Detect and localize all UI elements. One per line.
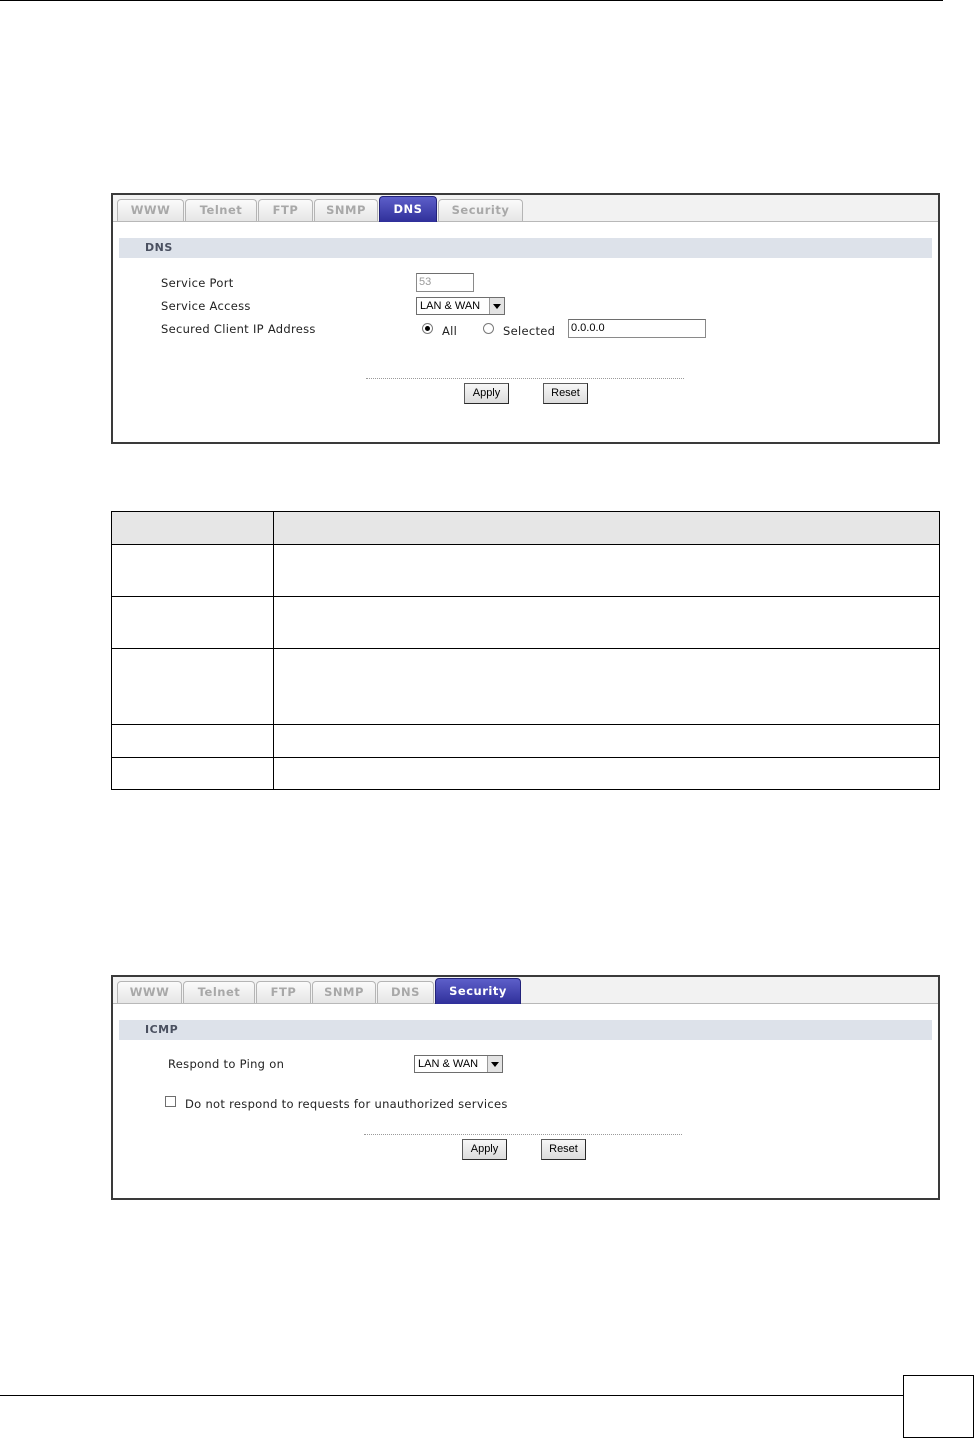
unauthorized-services-label: Do not respond to requests for unauthorized services [185,1097,508,1111]
table-cell-label [112,725,274,758]
radio-all[interactable] [422,323,433,334]
apply-button[interactable]: Apply [464,383,509,404]
table-cell-description [274,649,940,725]
table-cell-label [112,545,274,597]
table-row [112,758,940,790]
table-cell-label [112,597,274,649]
tab-bar [113,977,938,1004]
service-port-input[interactable]: 53 [416,273,474,292]
respond-to-ping-select[interactable] [414,1055,503,1073]
table-cell-description [274,725,940,758]
table-cell-label [112,758,274,790]
tab-security[interactable]: Security [435,978,521,1004]
respond-to-ping-label: Respond to Ping on [168,1057,285,1071]
apply-button[interactable]: Apply [462,1139,507,1160]
tab-security[interactable]: Security [438,199,523,221]
service-port-label: Service Port [161,276,234,290]
security-screenshot-panel [111,975,940,1200]
table-header-row [112,512,940,545]
tab-telnet[interactable]: Telnet [183,981,255,1003]
tab-snmp[interactable]: SNMP [314,199,378,221]
tab-dns[interactable]: DNS [377,981,434,1003]
section-title-dns: DNS [119,238,932,258]
unauthorized-services-checkbox[interactable] [165,1096,176,1107]
header-rule [0,0,943,1]
table-cell-description [274,597,940,649]
tab-www[interactable]: WWW [117,981,182,1003]
page-number-box [903,1375,974,1438]
button-separator [366,378,684,379]
reset-button[interactable]: Reset [541,1139,586,1160]
table-cell-description [274,758,940,790]
radio-all-label: All [442,324,458,338]
table-row [112,725,940,758]
tab-bar [113,195,938,222]
tab-dns[interactable]: DNS [379,196,437,222]
table-row [112,649,940,725]
secured-client-ip-label: Secured Client IP Address [161,322,316,336]
radio-selected[interactable] [483,323,494,334]
section-title-icmp: ICMP [119,1020,932,1040]
service-access-value: LAN & WAN [420,300,481,312]
dns-screenshot-panel [111,193,940,444]
table-header-label [112,512,274,545]
table-cell-label [112,649,274,725]
respond-to-ping-value: LAN & WAN [418,1058,479,1070]
service-access-select[interactable] [416,297,505,315]
tab-snmp[interactable]: SNMP [312,981,376,1003]
tab-ftp[interactable]: FTP [256,981,311,1003]
table-header-description [274,512,940,545]
button-separator [364,1134,682,1135]
tab-ftp[interactable]: FTP [258,199,313,221]
chevron-down-icon [489,298,504,314]
selected-ip-input[interactable]: 0.0.0.0 [568,319,706,338]
table-row [112,597,940,649]
footer-rule [0,1395,903,1396]
radio-selected-label: Selected [503,324,556,338]
description-table [111,511,940,790]
table-row [112,545,940,597]
tab-telnet[interactable]: Telnet [185,199,257,221]
service-access-label: Service Access [161,299,251,313]
reset-button[interactable]: Reset [543,383,588,404]
chevron-down-icon [487,1056,502,1072]
table-cell-description [274,545,940,597]
tab-www[interactable]: WWW [117,199,184,221]
